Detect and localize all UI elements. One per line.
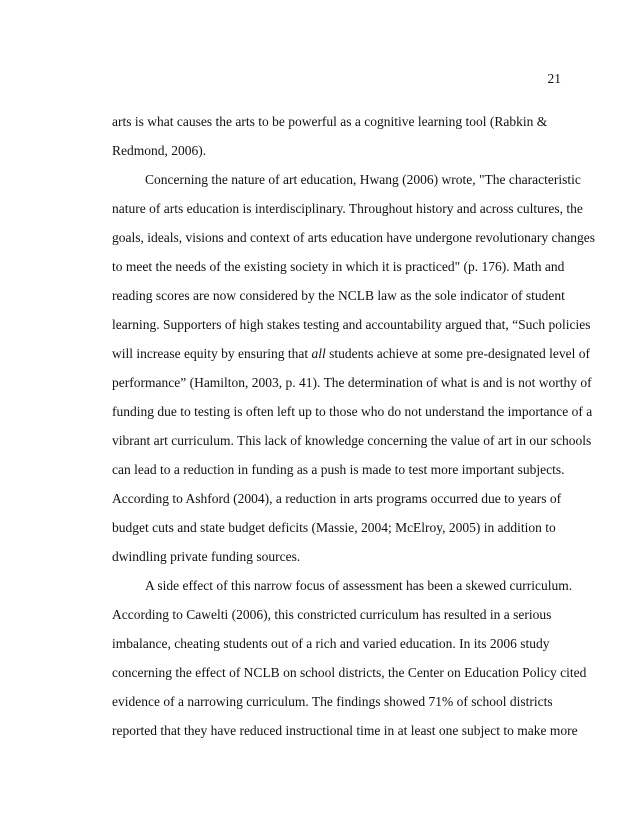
text-line-19: imbalance, cheating students out of a rich and varied education. In its 2006 study xyxy=(112,636,550,651)
text-line-13: can lead to a reduction in funding as a push is made to test more important subjects. xyxy=(112,462,565,477)
text-line-16: dwindling private funding sources. xyxy=(112,549,301,564)
text-line-6: to meet the needs of the existing society in which it is practiced" (p. 176). Math and xyxy=(112,259,565,274)
text-line-2: Redmond, 2006). xyxy=(112,143,207,158)
text-line-17: A side effect of this narrow focus of assessment has been a skewed curriculum. xyxy=(145,578,573,593)
page-number: 21 xyxy=(547,71,561,86)
text-line-15: budget cuts and state budget deficits (Massie, 2004; McElroy, 2005) in addition to xyxy=(112,520,556,535)
text-line-18: According to Cawelti (2006), this constricted curriculum has resulted in a serious xyxy=(112,607,552,622)
text-line-7: reading scores are now considered by the NCLB law as the sole indicator of student xyxy=(112,288,565,303)
text-line-21: evidence of a narrowing curriculum. The findings showed 71% of school districts xyxy=(112,694,553,709)
text-line-14: According to Ashford (2004), a reduction in arts programs occurred due to years of xyxy=(112,491,562,506)
text-line-4: nature of arts education is interdisciplinary. Throughout history and across cultures, the xyxy=(112,201,583,216)
text-line-12: vibrant art curriculum. This lack of knowledge concerning the value of art in our schools xyxy=(112,433,592,448)
text-line-10: performance” (Hamilton, 2003, p. 41). The determination of what is and is not worthy of xyxy=(112,375,592,390)
text-line-9-after: students achieve at some pre-designated level of xyxy=(325,346,590,361)
text-line-20: concerning the effect of NCLB on school districts, the Center on Education Policy cited xyxy=(112,665,587,680)
text-line-1: arts is what causes the arts to be powerful as a cognitive learning tool (Rabkin & xyxy=(112,114,548,129)
text-line-8: learning. Supporters of high stakes testing and accountability argued that, “Such policies xyxy=(112,317,591,332)
text-line-11: funding due to testing is often left up to those who do not understand the importance of a xyxy=(112,404,593,419)
text-line-3: Concerning the nature of art education, Hwang (2006) wrote, "The characteristic xyxy=(145,172,581,187)
text-line-9 xyxy=(112,346,590,362)
text-line-22: reported that they have reduced instructional time in at least one subject to make more xyxy=(112,723,578,738)
text-line-9-emphasis: all xyxy=(311,346,326,361)
text-line-5: goals, ideals, visions and context of arts education have undergone revolutionary changes xyxy=(112,230,595,245)
text-line-9-before: will increase equity by ensuring that xyxy=(112,346,312,361)
